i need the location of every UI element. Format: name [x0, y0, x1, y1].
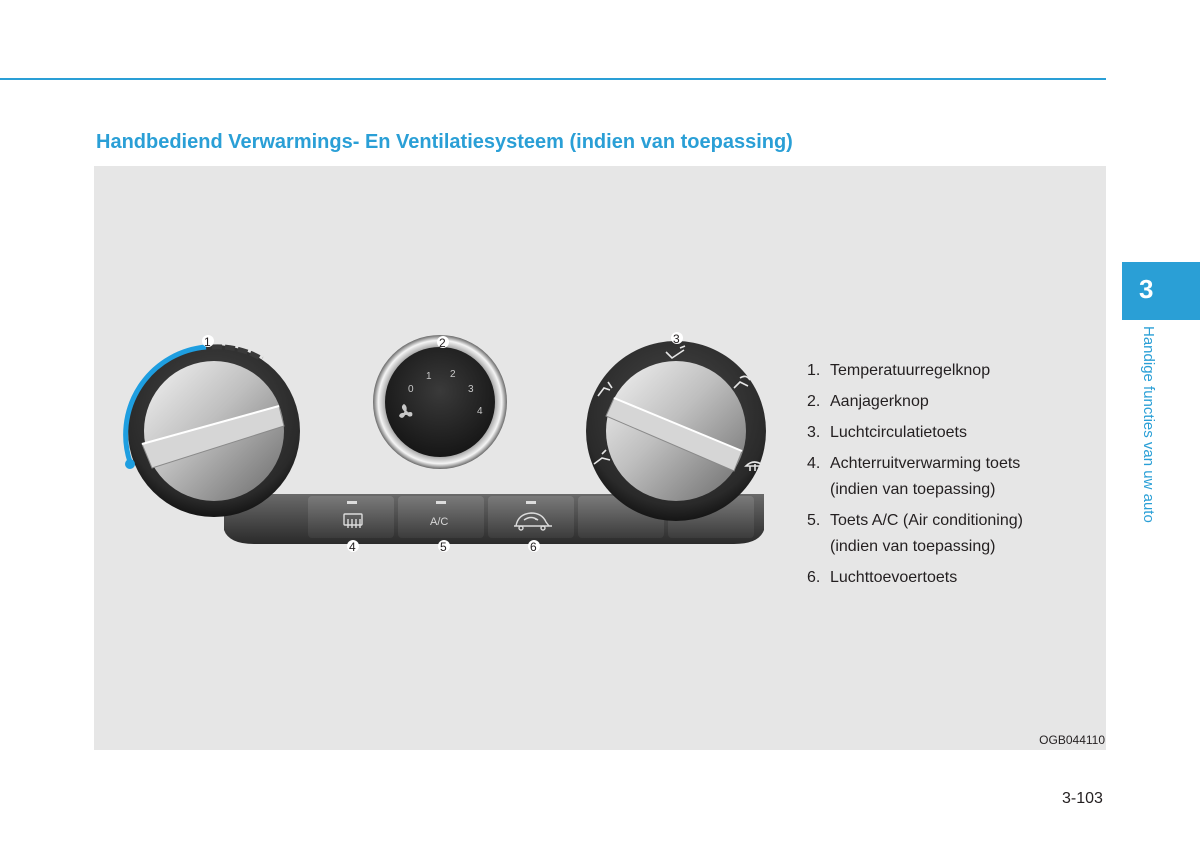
page-number: 3-103 — [1062, 790, 1103, 807]
air-flow-mode-knob[interactable] — [586, 341, 766, 521]
legend-item: 6. Luchttoevoertoets — [807, 569, 958, 586]
fan-speed-2: 2 — [450, 369, 456, 380]
svg-text:6: 6 — [530, 540, 537, 554]
svg-text:2: 2 — [439, 336, 446, 350]
header-rule — [0, 78, 1106, 80]
svg-text:4: 4 — [349, 540, 356, 554]
callout-5 — [438, 540, 450, 554]
legend-item: 2. Aanjagerknop — [807, 393, 929, 410]
fan-speed-3: 3 — [468, 384, 474, 395]
callout-4 — [347, 540, 359, 554]
section-title: Handbediend Verwarmings- En Ventilatiesysteem (indien van toepassing) — [96, 131, 793, 153]
legend-item: 3. Luchtcirculatietoets — [807, 424, 967, 441]
legend-item: 5. Toets A/C (Air conditioning) (indien van toepassing) — [807, 512, 1023, 555]
air-intake-indicator — [526, 501, 536, 504]
fan-speed-1: 1 — [426, 371, 432, 382]
figure-code: OGB044110 — [1039, 733, 1105, 747]
temperature-cold-dot — [125, 459, 135, 469]
climate-control-figure — [94, 166, 1106, 750]
fan-speed-4: 4 — [477, 406, 483, 417]
temperature-knob[interactable] — [125, 345, 300, 517]
fan-speed-knob[interactable] — [373, 335, 507, 469]
chapter-title: Handige functies van uw auto — [1140, 326, 1157, 523]
legend-item: 1. Temperatuurregelknop — [807, 362, 991, 379]
chapter-tab: 3 — [1122, 262, 1200, 320]
legend-item: 4. Achterruitverwarming toets (indien van toepassing) — [807, 455, 1021, 498]
fan-speed-0: 0 — [408, 384, 414, 395]
rear-defrost-indicator — [347, 501, 357, 504]
ac-button-label: A/C — [430, 516, 449, 528]
legend-list — [807, 358, 1060, 596]
svg-text:5: 5 — [440, 540, 447, 554]
svg-text:3: 3 — [673, 332, 680, 346]
callout-6 — [528, 540, 540, 554]
svg-text:1: 1 — [204, 335, 211, 349]
ac-indicator — [436, 501, 446, 504]
